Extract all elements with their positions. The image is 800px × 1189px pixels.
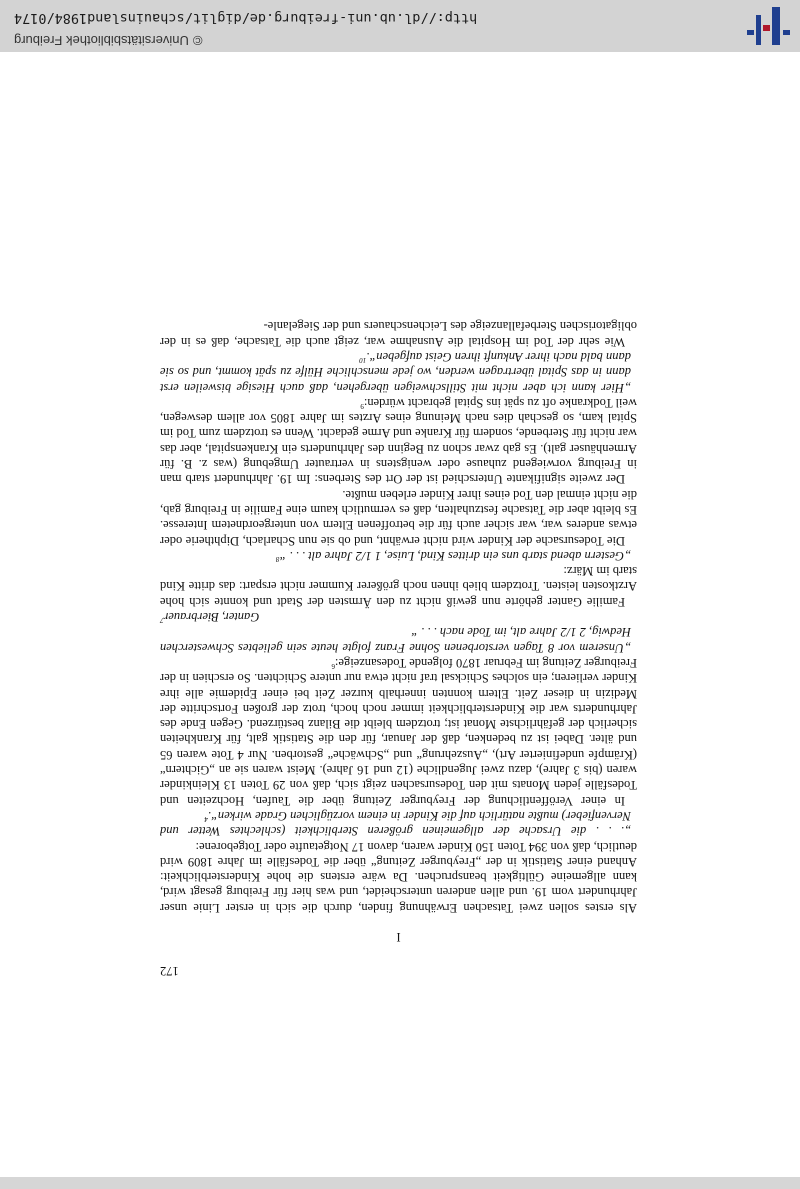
paragraph-text: „Gestern abend starb uns ein drittes Kind, Luise, 1 1/2 Jahre alt . . . “ xyxy=(279,548,631,563)
quote-paragraph xyxy=(160,624,637,655)
quote-paragraph xyxy=(160,548,637,563)
library-name: Universitätsbibliothek Freiburg xyxy=(14,33,189,48)
paragraph-text: „Unserem vor 8 Tagen verstorbenen Sohne Franz folgte heute sein geliebtes Schwesterchen Hedwig, 2 1/2 Jahre alt, im Tode nach . . . “ xyxy=(160,625,631,655)
footnote-marker: 10 xyxy=(359,356,367,365)
text-paragraph xyxy=(160,486,637,547)
copyright-icon: © xyxy=(192,33,203,48)
text-paragraph xyxy=(160,318,637,349)
paragraph-text: Die Todesursache der Kinder wird nicht erwähnt, und ob sie nun Scharlach, Diphtherie oder etwas anderes war, war sicher auch für die betroffenen Eltern von untergeordnetem Interesse. Es bleibt aber die Tatsache festzuhalten, daß es vermutlich kaum eine Familie in Freiburg gab, die nicht einmal den Tod eines ihrer Kinder erleben mußte. xyxy=(160,487,637,548)
document-url[interactable] xyxy=(14,10,477,26)
paragraph-text: Familie Ganter gehörte nun gewiß nicht zu den Ärmsten der Stadt und konnte sich hohe Arztkosten leisten. Trotzdem blieb ihnen noch größerer Kummer nicht erspart: das dritte Kind starb im März: xyxy=(160,564,637,609)
paragraph-text: „. . . die Ursache der allgemeinen größeren Sterblichkeit (schlechtes Wetter und Nervenfieber) mußte natürlich auf die Kinder in einem vorzüglichen Grade wirken“. xyxy=(160,808,631,839)
page-body xyxy=(160,318,637,944)
paragraph-text: In einer Veröffentlichung der Freyburger Zeitung über die Taufen, Hochzeiten und Todesfälle jeden Monats mit den Todesursachen zeigt sich, daß von 29 Toten 13 Kleinkinder waren (bis 3 Jahre), dazu zwei Jugendliche (12 und 16 Jahre). Meist waren sie an „Gichtern“ (Krämpfe undefinierter Art), „Auszehrung“ und „Schwäche“ gestorben. Nur 4 Tote waren 65 und älter. Dabei ist zu bedenken, daß der Januar, für den die Statistik galt, für Krankheiten sicherlich der gefährlichste Monat ist; trotzdem bleibt die Bilanz bestürzend. Gegen Ende des Jahrhunderts war die Kindersterblichkeit immer noch hoch, trotz der großen Fortschritte der Medizin in dieser Zeit. Eltern konnten innerhalb kurzer Zeit bei einer Epidemie alle ihre Kinder verlieren; ein solches Schicksal traf nicht etwa nur untere Schichten. So erschien in der Freiburger Zeitung im Februar 1870 folgende Todesanzeige: xyxy=(160,655,637,808)
text-paragraph xyxy=(160,655,637,808)
text-paragraph xyxy=(160,563,637,609)
paragraph-text: Ganter, Bierbrauer xyxy=(163,610,260,625)
page-number: 172 xyxy=(160,964,179,978)
paragraph-list xyxy=(160,318,637,915)
signature-line xyxy=(160,609,637,624)
quote-paragraph xyxy=(160,349,637,395)
footnote-marker: 9 xyxy=(360,402,364,411)
text-paragraph xyxy=(160,838,637,914)
text-paragraph xyxy=(160,395,637,487)
url-link[interactable]: http://dl.ub.uni-freiburg.de/diglit/schauinsland1984/0174 xyxy=(14,10,478,26)
quote-paragraph xyxy=(160,808,637,839)
paragraph-text: Als erstes sollen zwei Tatsachen Erwähnung finden, durch die sich in erster Linie unser Jahrhundert vom 19. und allen anderen unterscheidet, und was hier für Freiburg gesagt wird, kann allgemeine Gültigkeit beanspruchen. Da wäre erstens die hohe Kindersterblichkeit: Anhand einer Statistik in der „Freyburger Zeitung“ über die Todesfälle im Jahre 1809 wird deutlich, daß von 394 Toten 150 Kinder waren, davon 17 Notgetaufte oder Totgeborene: xyxy=(160,839,637,915)
top-band xyxy=(0,1177,800,1189)
library-credit xyxy=(14,33,202,48)
footnote-marker: 6 xyxy=(331,662,335,671)
paragraph-text: Der zweite signifikante Unterschied ist der Ort des Sterbens: Im 19. Jahrhundert starb man in Freiburg vorwiegend zuhause oder wenigstens in vertrauter Umgebung (was z. B. für Armenhäuser galt). Es gab zwar schon zu Beginn des Jahrhunderts ein Krankenspital, aber das war nicht für Sterbende, sondern für Kranke und Arme gedacht. Wenn es trotzdem zum Tod im Spital kam, so geschah dies nach Meinung eines Arztes im Jahre 1805 vor allem deswegen, weil Todkranke oft zu spät ins Spital gebracht würden: xyxy=(160,395,637,487)
section-heading: I xyxy=(396,930,401,944)
footnote-marker: 4 xyxy=(204,815,208,824)
footnote-marker: 8 xyxy=(275,555,280,564)
library-header xyxy=(0,0,800,52)
ub-freiburg-logo-icon xyxy=(746,7,790,45)
paragraph-text: Wie sehr der Tod im Hospital die Ausnahme war, zeigt auch die Tatsache, daß es in der obligatorischen Sterbefallanzeige des Leichenschauers und der Siegelanle- xyxy=(160,319,637,349)
paragraph-text: „Hier kann ich aber nicht mit Stillschweigen übergehen, daß auch Hiesige bisweilen erst dann in das Spital übertragen werden, wo jede menschliche Hülfe zu spät kommt, und so sie dann bald nach ihrer Ankunft ihren Geist aufgeben“. xyxy=(160,350,631,395)
footnote-marker: 7 xyxy=(160,616,164,625)
